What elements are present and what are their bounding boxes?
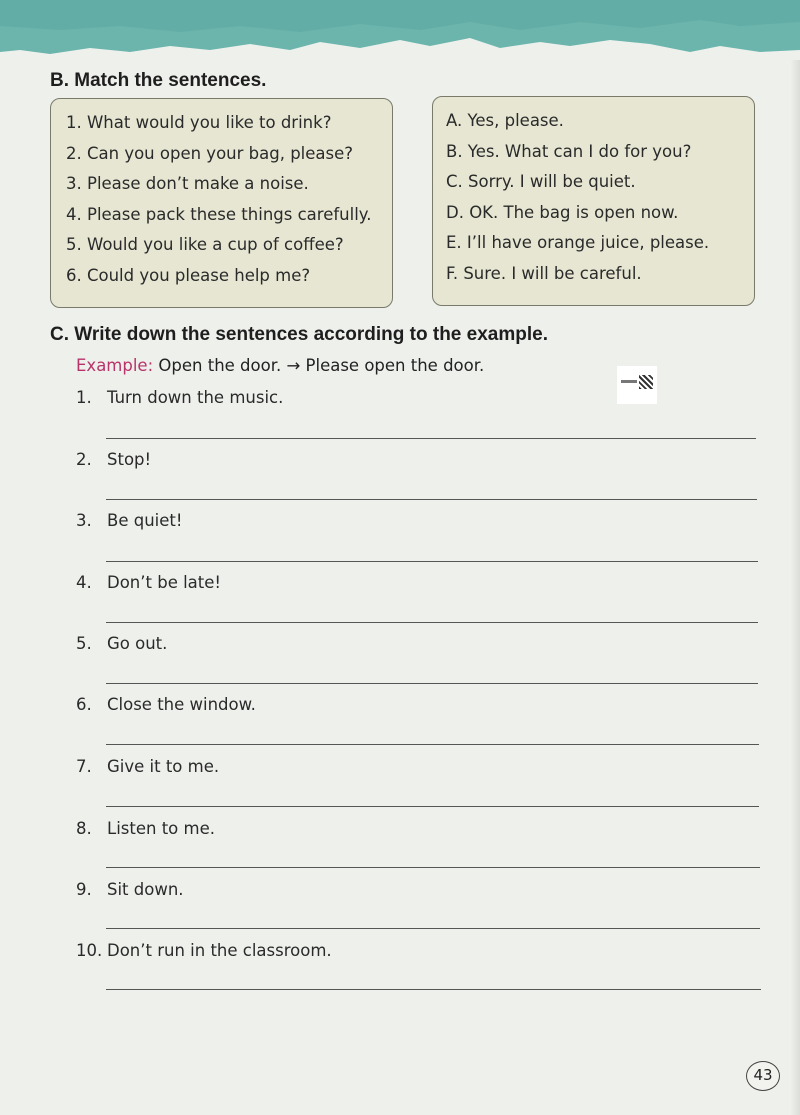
exercise-item — [76, 573, 221, 592]
item-text: Turn down the music. — [107, 388, 284, 407]
match-left-item: 2. Can you open your bag, please? — [66, 143, 354, 163]
exercise-item — [76, 450, 151, 469]
page-edge-shadow — [790, 60, 800, 1115]
item-number: 2. — [76, 450, 92, 469]
match-left-item: 3. Please don’t make a noise. — [66, 174, 309, 194]
match-right-item: F. Sure. I will be careful. — [446, 263, 642, 283]
item-number: 8. — [76, 819, 92, 838]
match-left-item: 5. Would you like a cup of coffee? — [66, 235, 344, 255]
match-right-item: E. I’ll have orange juice, please. — [446, 233, 710, 253]
answer-line[interactable] — [106, 683, 758, 684]
match-left-item: 4. Please pack these things carefully. — [66, 204, 372, 224]
answer-line[interactable] — [106, 744, 759, 745]
item-number: 3. — [76, 511, 92, 530]
item-text: Give it to me. — [107, 757, 220, 776]
item-text: Stop! — [107, 450, 152, 469]
header-banner — [0, 0, 800, 70]
match-right-item: B. Yes. What can I do for you? — [446, 141, 692, 161]
item-number: 10. — [76, 941, 103, 960]
exercise-item — [76, 941, 332, 960]
item-text: Close the window. — [107, 695, 256, 714]
item-number: 4. — [76, 573, 92, 592]
item-text: Sit down. — [107, 880, 184, 899]
item-number: 7. — [76, 757, 92, 776]
match-right-box — [432, 96, 755, 306]
match-left-item: 6. Could you please help me? — [66, 265, 311, 285]
example-label: Example: — [76, 356, 154, 375]
example-line — [76, 356, 484, 375]
section-b-title: B. Match the sentences. — [50, 70, 267, 91]
exercise-item — [76, 757, 219, 776]
page-number: 43 — [746, 1061, 780, 1091]
exercise-item — [76, 880, 184, 899]
exercise-item — [76, 819, 215, 838]
answer-line[interactable] — [106, 561, 758, 562]
exercise-item — [76, 388, 283, 407]
answer-line[interactable] — [106, 806, 759, 807]
match-right-item: D. OK. The bag is open now. — [446, 202, 679, 222]
match-left-item: 1. What would you like to drink? — [66, 113, 332, 132]
answer-line[interactable] — [106, 438, 756, 439]
answer-line[interactable] — [106, 622, 758, 623]
example-text: Open the door. → Please open the door. — [158, 356, 485, 375]
section-c-title: C. Write down the sentences according to the example. — [50, 324, 548, 345]
answer-line[interactable] — [106, 928, 760, 929]
item-text: Go out. — [107, 634, 168, 653]
item-number: 5. — [76, 634, 92, 653]
answer-line[interactable] — [106, 989, 761, 990]
exercise-item — [76, 695, 256, 714]
exercise-item — [76, 511, 182, 530]
match-left-box — [50, 98, 393, 308]
item-text: Be quiet! — [107, 511, 183, 530]
answer-line[interactable] — [106, 499, 757, 500]
item-number: 9. — [76, 880, 92, 899]
qr-code-icon[interactable] — [617, 366, 657, 404]
match-right-item: A. Yes, please. — [446, 111, 564, 130]
item-text: Listen to me. — [107, 819, 215, 838]
item-text: Don’t be late! — [107, 573, 222, 592]
exercise-item — [76, 634, 167, 653]
item-text: Don’t run in the classroom. — [107, 941, 332, 960]
answer-line[interactable] — [106, 867, 760, 868]
match-right-item: C. Sorry. I will be quiet. — [446, 172, 636, 192]
item-number: 6. — [76, 695, 92, 714]
item-number: 1. — [76, 388, 92, 407]
